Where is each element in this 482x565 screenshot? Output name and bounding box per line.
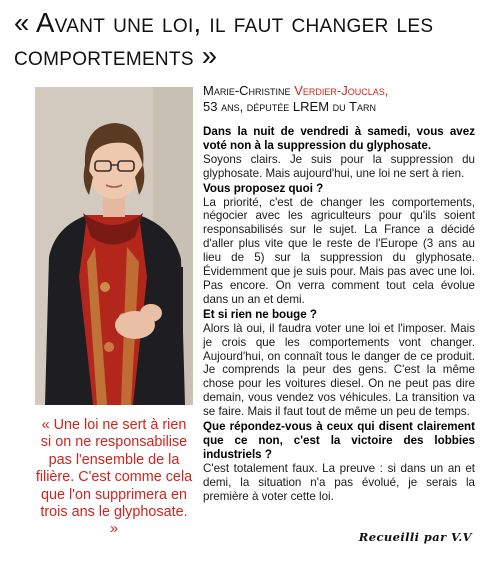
- headline: « Avant une loi, il faut changer les comportements »: [14, 7, 434, 71]
- interviewee-firstname: Marie-Christine: [203, 83, 291, 98]
- pull-quote: « Une loi ne sert à rien si on ne responsabilise pas l'ensemble de la filière. C'est comme cela que l'on supprimera en trois ans le glyphosate. »: [35, 417, 193, 538]
- interviewee-surname: Verdier-Jouclas,: [294, 83, 389, 98]
- portrait-photo: [35, 87, 193, 405]
- question: Vous proposez quoi ?: [203, 181, 324, 195]
- credit: Recueilli par V.V: [358, 530, 472, 544]
- answer: La priorité, c'est de changer les comportements, négocier avec les agriculteurs pour qu'ils soient responsabilisés sur le sujet. La France a décidé d'aller plus vite que le reste de l'Europe (3 ans au lieu de 5) sur la suppression du glyphosate. Évidemment que je suis pour. Mais pas avec une loi. Pas encore. On verra comment tout cela évolue dans un an et demi.: [203, 195, 475, 306]
- interviewee-role: 53 ans, députée LREM du Tarn: [203, 99, 376, 114]
- question: Dans la nuit de vendredi à samedi, vous avez voté non à la suppression du glyphosate.: [203, 125, 475, 152]
- interview-body: [203, 124, 475, 503]
- question: Et si rien ne bouge ?: [203, 307, 318, 321]
- answer: Alors là oui, il faudra voter une loi et l'imposer. Mais je crois que les comportements vont changer. Aujourd'hui, on connaît tous le danger de ce produit. Je comprends la peur des gens. C'est la même chose pour les voitures diesel. On ne peut pas dire demain, vous vendez vos véhicules. La transition va se faire. Mais il faut tout de même un peu de temps.: [203, 321, 475, 419]
- answer: C'est totalement faux. La preuve : si dans un an et demi, la situation n'a pas évolué, je serais la première à voter cette loi.: [203, 461, 475, 503]
- question: Que répondez-vous à ceux qui disent clairement que ce non, c'est la victoire des lobbies industriels ?: [203, 420, 475, 461]
- answer: Soyons clairs. Je suis pour la suppression du glyphosate. Mais aujourd'hui, une loi ne sert à rien.: [203, 152, 475, 180]
- byline: [203, 83, 473, 115]
